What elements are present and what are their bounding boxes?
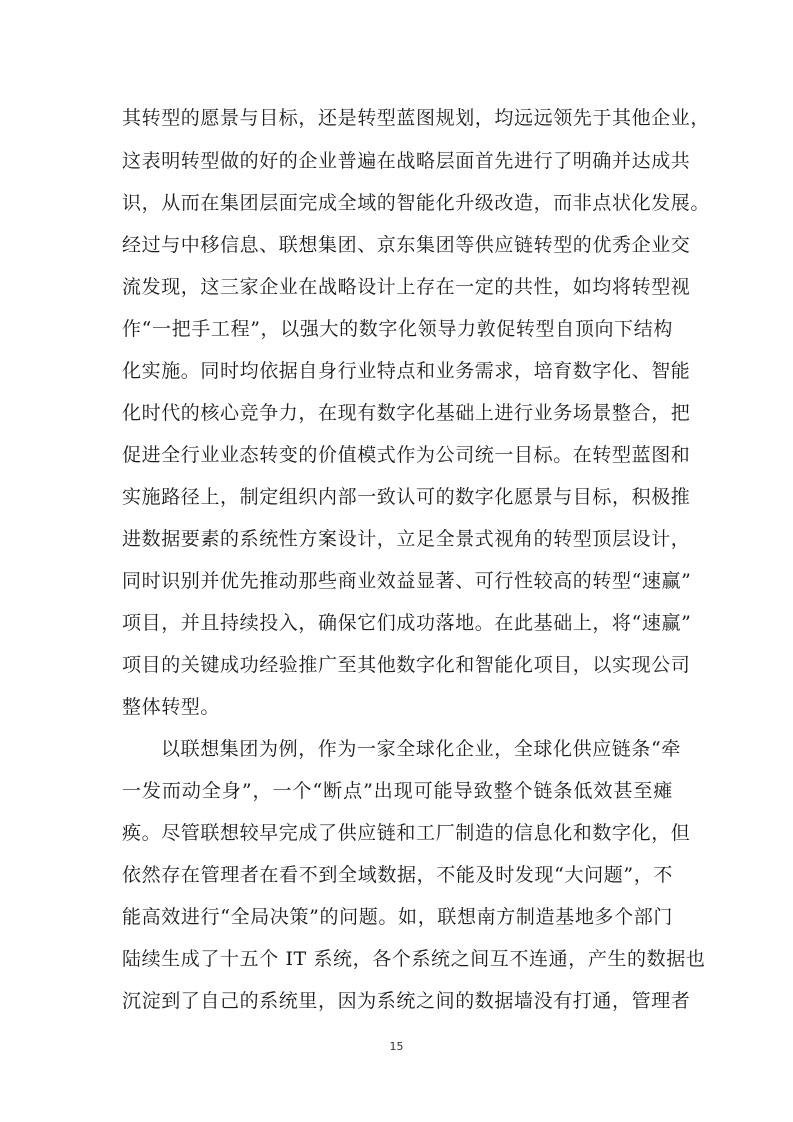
text-line: 作“一把手工程”，以强大的数字化领导力敦促转型自顶向下结构 xyxy=(122,318,673,340)
text-line: 其转型的愿景与目标，还是转型蓝图规划，均远远领先于其他企业， xyxy=(122,107,711,129)
text-line: 项目，并且持续投入，确保它们成功落地。在此基础上，将“速赢” xyxy=(122,612,692,634)
text-line: 化时代的核心竞争力，在现有数字化基础上进行业务场景整合，把 xyxy=(122,402,691,424)
text-line: 陆续生成了十五个 IT 系统，各个系统之间互不连通，产生的数据也 xyxy=(122,948,706,970)
text-line: 这表明转型做的好的企业普遍在战略层面首先进行了明确并达成共 xyxy=(122,150,691,172)
text-line: 痪。尽管联想较早完成了供应链和工厂制造的信息化和数字化，但 xyxy=(122,822,691,844)
text-line: 识，从而在集团层面完成全域的智能化升级改造，而非点状化发展。 xyxy=(122,192,711,214)
text-line: 同时识别并优先推动那些商业效益显著、可行性较高的转型“速赢” xyxy=(122,570,692,592)
page-number: 15 xyxy=(389,1040,404,1053)
text-line: 项目的关键成功经验推广至其他数字化和智能化项目，以实现公司 xyxy=(122,654,691,676)
text-line: 能高效进行“全局决策”的问题。如，联想南方制造基地多个部门 xyxy=(122,906,673,928)
text-line: 以联想集团为例，作为一家全球化企业，全球化供应链条“牵 xyxy=(161,738,681,760)
text-line: 实施路径上，制定组织内部一致认可的数字化愿景与目标，积极推 xyxy=(122,486,691,508)
text-line: 化实施。同时均依据自身行业特点和业务需求，培育数字化、智能 xyxy=(122,360,691,382)
text-line: 流发现，这三家企业在战略设计上存在一定的共性，如均将转型视 xyxy=(122,276,691,298)
text-line: 沉淀到了自己的系统里，因为系统之间的数据墙没有打通，管理者 xyxy=(122,990,691,1012)
text-line: 一发而动全身”，一个“断点”出现可能导致整个链条低效甚至瘫 xyxy=(122,780,673,802)
text-line: 促进全行业业态转变的价值模式作为公司统一目标。在转型蓝图和 xyxy=(122,444,691,466)
text-line: 整体转型。 xyxy=(122,696,221,718)
text-line: 经过与中移信息、联想集团、京东集团等供应链转型的优秀企业交 xyxy=(122,234,691,256)
text-line: 依然存在管理者在看不到全域数据，不能及时发现“大问题”，不 xyxy=(122,864,673,886)
text-line: 进数据要素的系统性方案设计，立足全景式视角的转型顶层设计， xyxy=(122,528,691,550)
